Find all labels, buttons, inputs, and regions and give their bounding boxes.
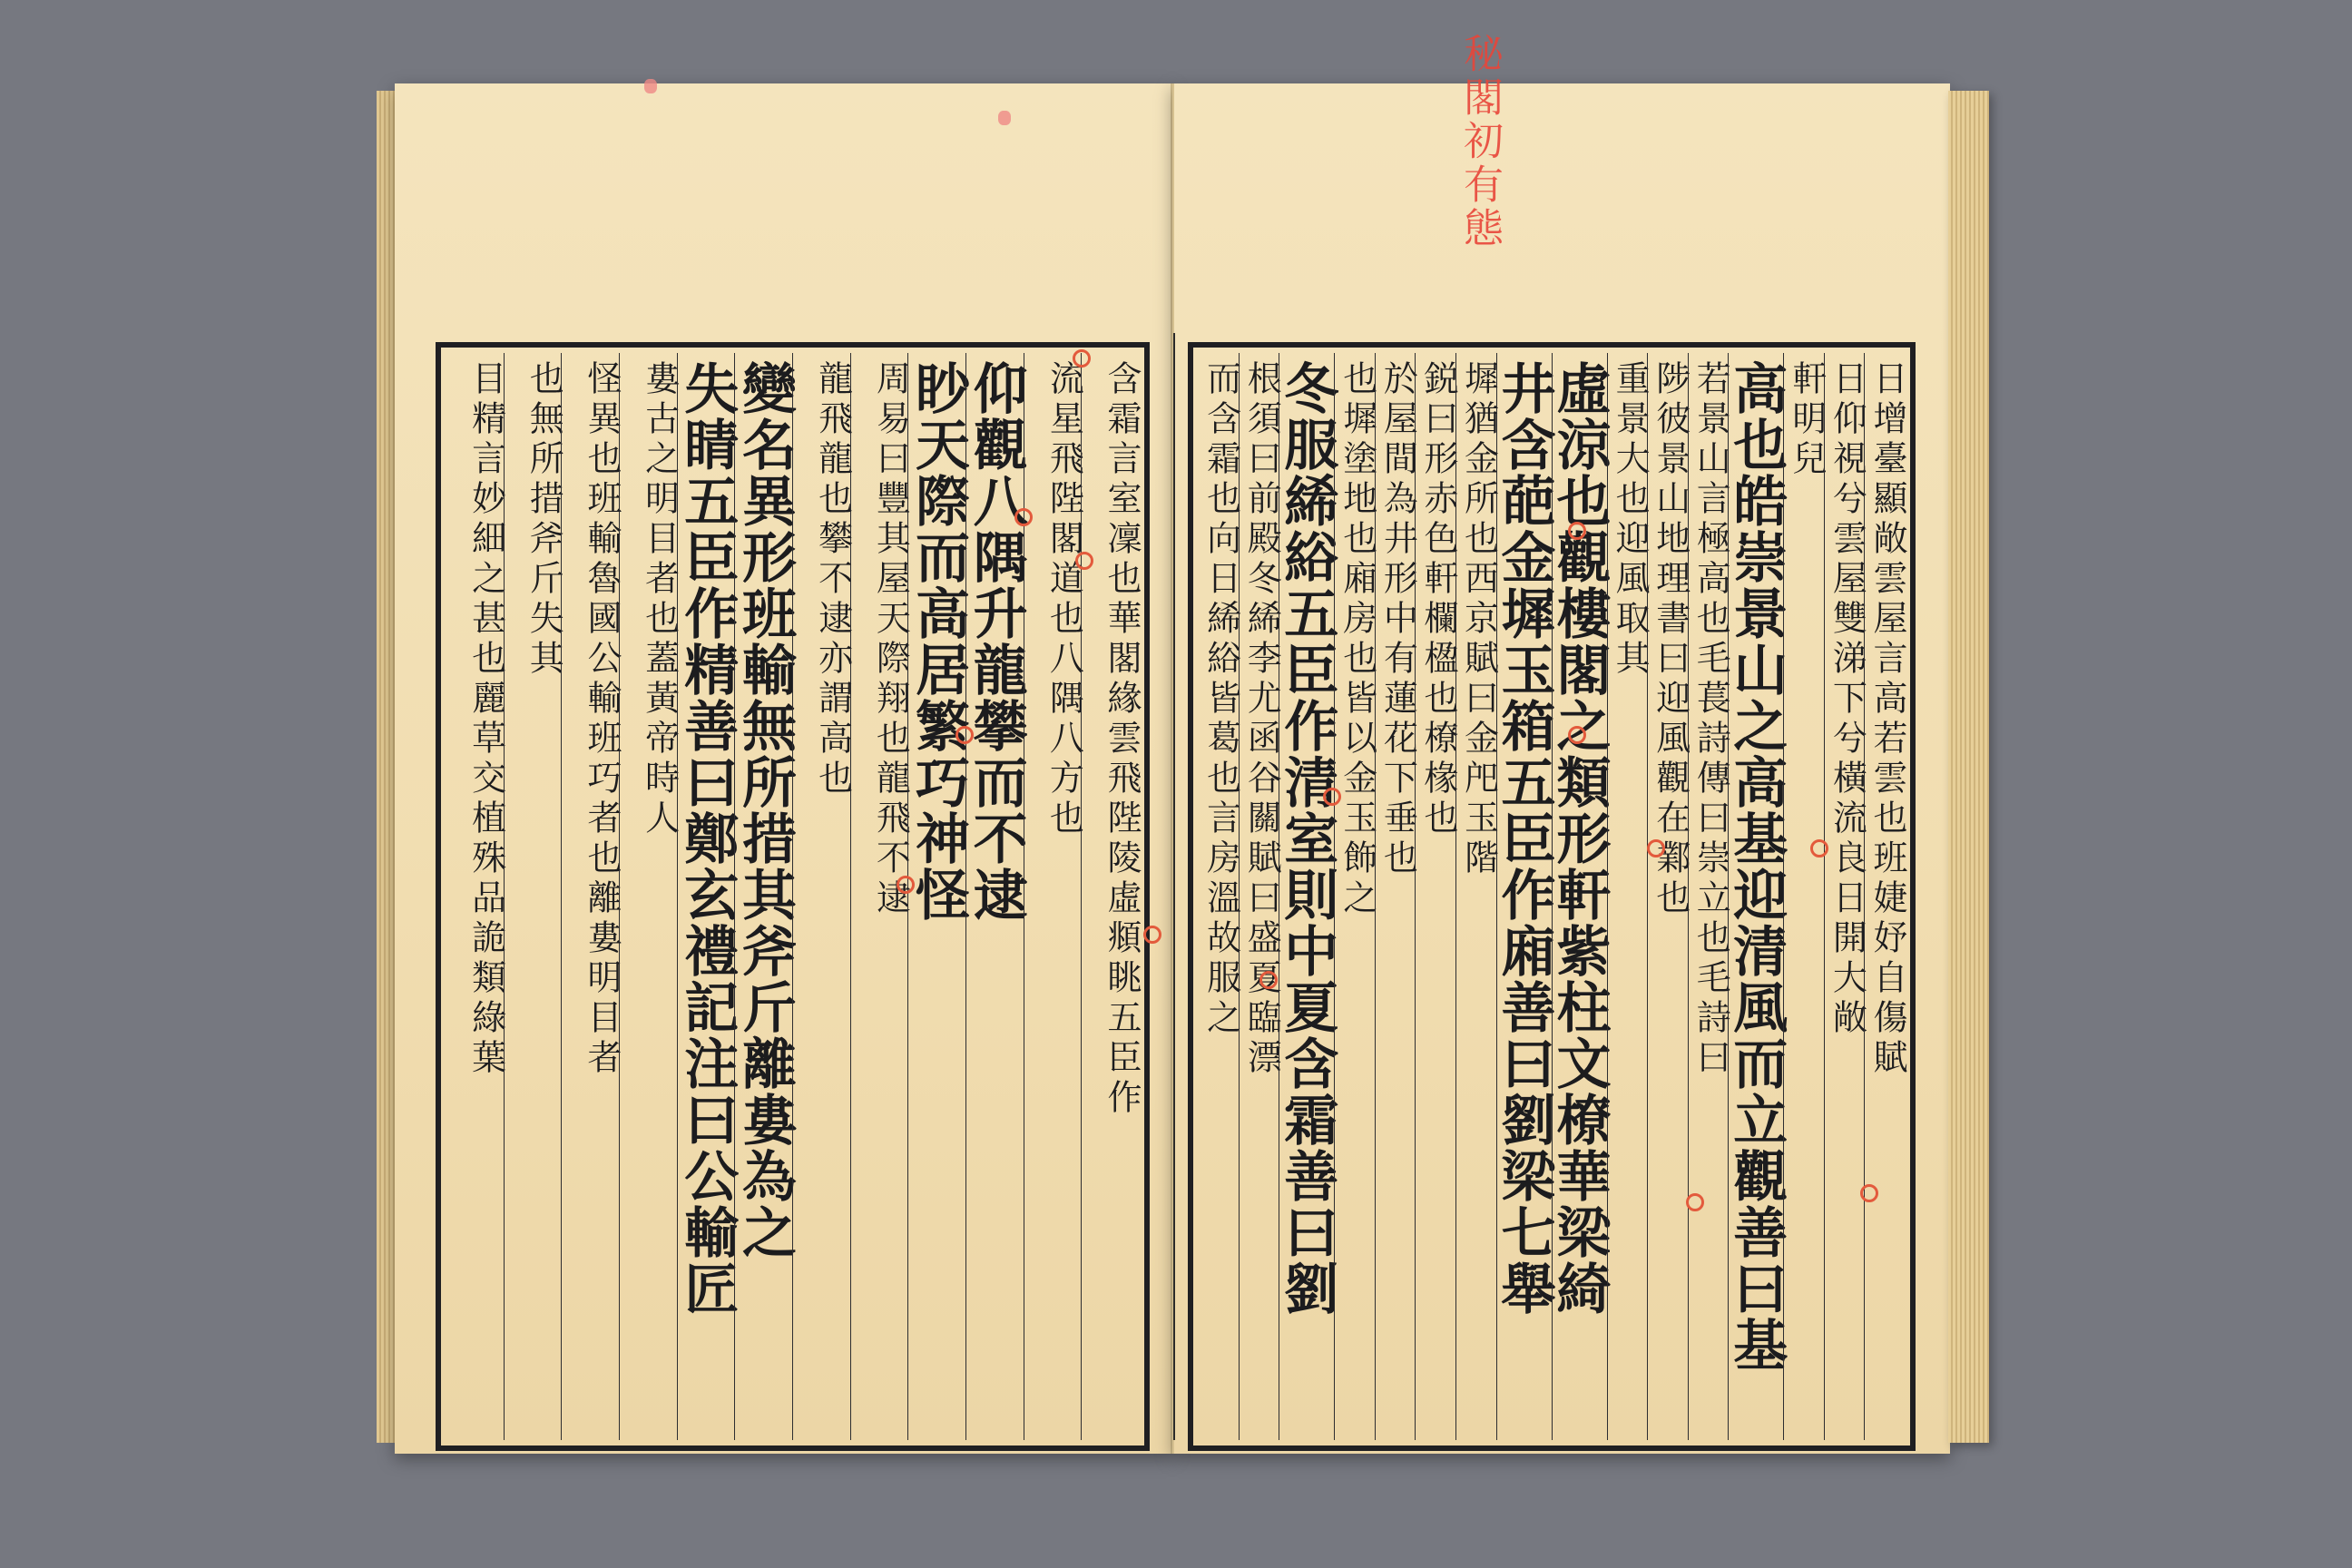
red-circle-mark xyxy=(1568,522,1586,540)
right-column-5: 若景山言極高也毛萇詩傳曰崇立也毛詩曰 xyxy=(1688,353,1729,1440)
red-circle-mark xyxy=(1323,788,1341,806)
right-column-12: 於屋間為井形中有蓮花下垂也 xyxy=(1375,353,1416,1440)
right-column-16: 而含霜也向日絺綌皆葛也言房溫故服之 xyxy=(1200,360,1241,1039)
right-column-15: 根須曰前殿冬絺李尤函谷關賦曰盛夏臨漂 xyxy=(1239,353,1279,1440)
right-column-6: 陟彼景山地理書曰迎風觀在鄴也 xyxy=(1647,353,1688,1440)
open-book xyxy=(358,74,1992,1472)
left-text-frame xyxy=(436,342,1150,1451)
left-column-4: 眇天際而高居繁巧神怪 xyxy=(907,353,965,1440)
left-column-7: 變名異形班輸無所措其斧斤離婁為之 xyxy=(734,353,792,1440)
left-column-11: 也無所措斧斤失其 xyxy=(504,353,562,1440)
left-page xyxy=(395,83,1172,1454)
red-stain xyxy=(644,79,657,93)
red-stain xyxy=(998,111,1011,125)
left-column-5: 周易曰豐其屋天際翔也龍飛不逮 xyxy=(850,353,908,1440)
red-calligraphy-note: 秘閣初有態 xyxy=(1456,33,1503,250)
left-column-9: 婁古之明目者也蓋黃帝時人 xyxy=(619,353,677,1440)
right-column-3: 軒明兒 xyxy=(1783,353,1824,1440)
right-column-4: 高也皓崇景山之高基迎清風而立觀善曰基 xyxy=(1728,353,1783,1440)
left-column-6: 龍飛龍也攀不逮亦謂高也 xyxy=(792,353,850,1440)
left-column-12: 目精言妙細之甚也麗草交植殊品詭類綠葉 xyxy=(466,360,506,1079)
red-circle-mark xyxy=(1014,508,1033,526)
red-circle-mark xyxy=(1810,839,1828,858)
red-circle-mark xyxy=(956,726,974,744)
right-page xyxy=(1172,83,1950,1454)
right-columns xyxy=(1199,353,1905,1440)
red-circle-mark xyxy=(897,876,915,894)
right-column-8: 虛涼也觀樓閣之類形軒紫柱文橑華梁綺 xyxy=(1552,353,1607,1440)
left-column-1: 含霜言室凜也華閣緣雲飛陛陵虛頫眺五臣作 xyxy=(1081,353,1139,1440)
right-text-frame xyxy=(1188,342,1916,1451)
left-column-2: 流星飛陛閣道也八隅八方也 xyxy=(1024,353,1082,1440)
red-circle-mark xyxy=(1259,971,1278,989)
left-page-edges xyxy=(377,91,397,1443)
left-column-3: 仰觀八隅升龍攀而不逮 xyxy=(965,353,1024,1440)
right-column-13: 也墀塗地也廂房也皆以金玉飾之 xyxy=(1334,353,1375,1440)
left-column-10: 怪異也班輸魯國公輸班巧者也離婁明目者 xyxy=(561,353,619,1440)
right-column-14: 冬服絺綌五臣作清室則中夏含霜善曰劉 xyxy=(1279,353,1334,1440)
right-column-9: 井含葩金墀玉箱五臣作廂善曰劉梁七舉 xyxy=(1496,353,1552,1440)
red-circle-mark xyxy=(1647,839,1665,858)
right-column-10: 墀猶金所也西京賦曰金戺玉階 xyxy=(1455,353,1496,1440)
right-column-7: 重景大也迎風取其 xyxy=(1607,353,1648,1440)
right-column-1: 日增臺顯敞雲屋言高若雲也班婕妤自傷賦 xyxy=(1864,353,1905,1440)
red-circle-mark xyxy=(1860,1184,1878,1202)
red-circle-mark xyxy=(1568,726,1586,744)
red-circle-mark xyxy=(1075,552,1093,570)
right-column-11: 鋭曰形赤色軒欄楹也橑椽也 xyxy=(1415,353,1455,1440)
right-column-2: 日仰視兮雲屋雙涕下兮橫流良日開大敞 xyxy=(1824,353,1865,1440)
book-gutter xyxy=(1173,333,1175,1440)
red-circle-mark xyxy=(1073,349,1091,368)
red-circle-mark xyxy=(1143,926,1161,944)
left-column-8: 失睛五臣作精善曰鄭玄禮記注曰公輸匠 xyxy=(677,353,735,1440)
left-columns xyxy=(446,353,1142,1440)
right-page-edges xyxy=(1948,91,1989,1443)
red-circle-mark xyxy=(1686,1193,1704,1211)
